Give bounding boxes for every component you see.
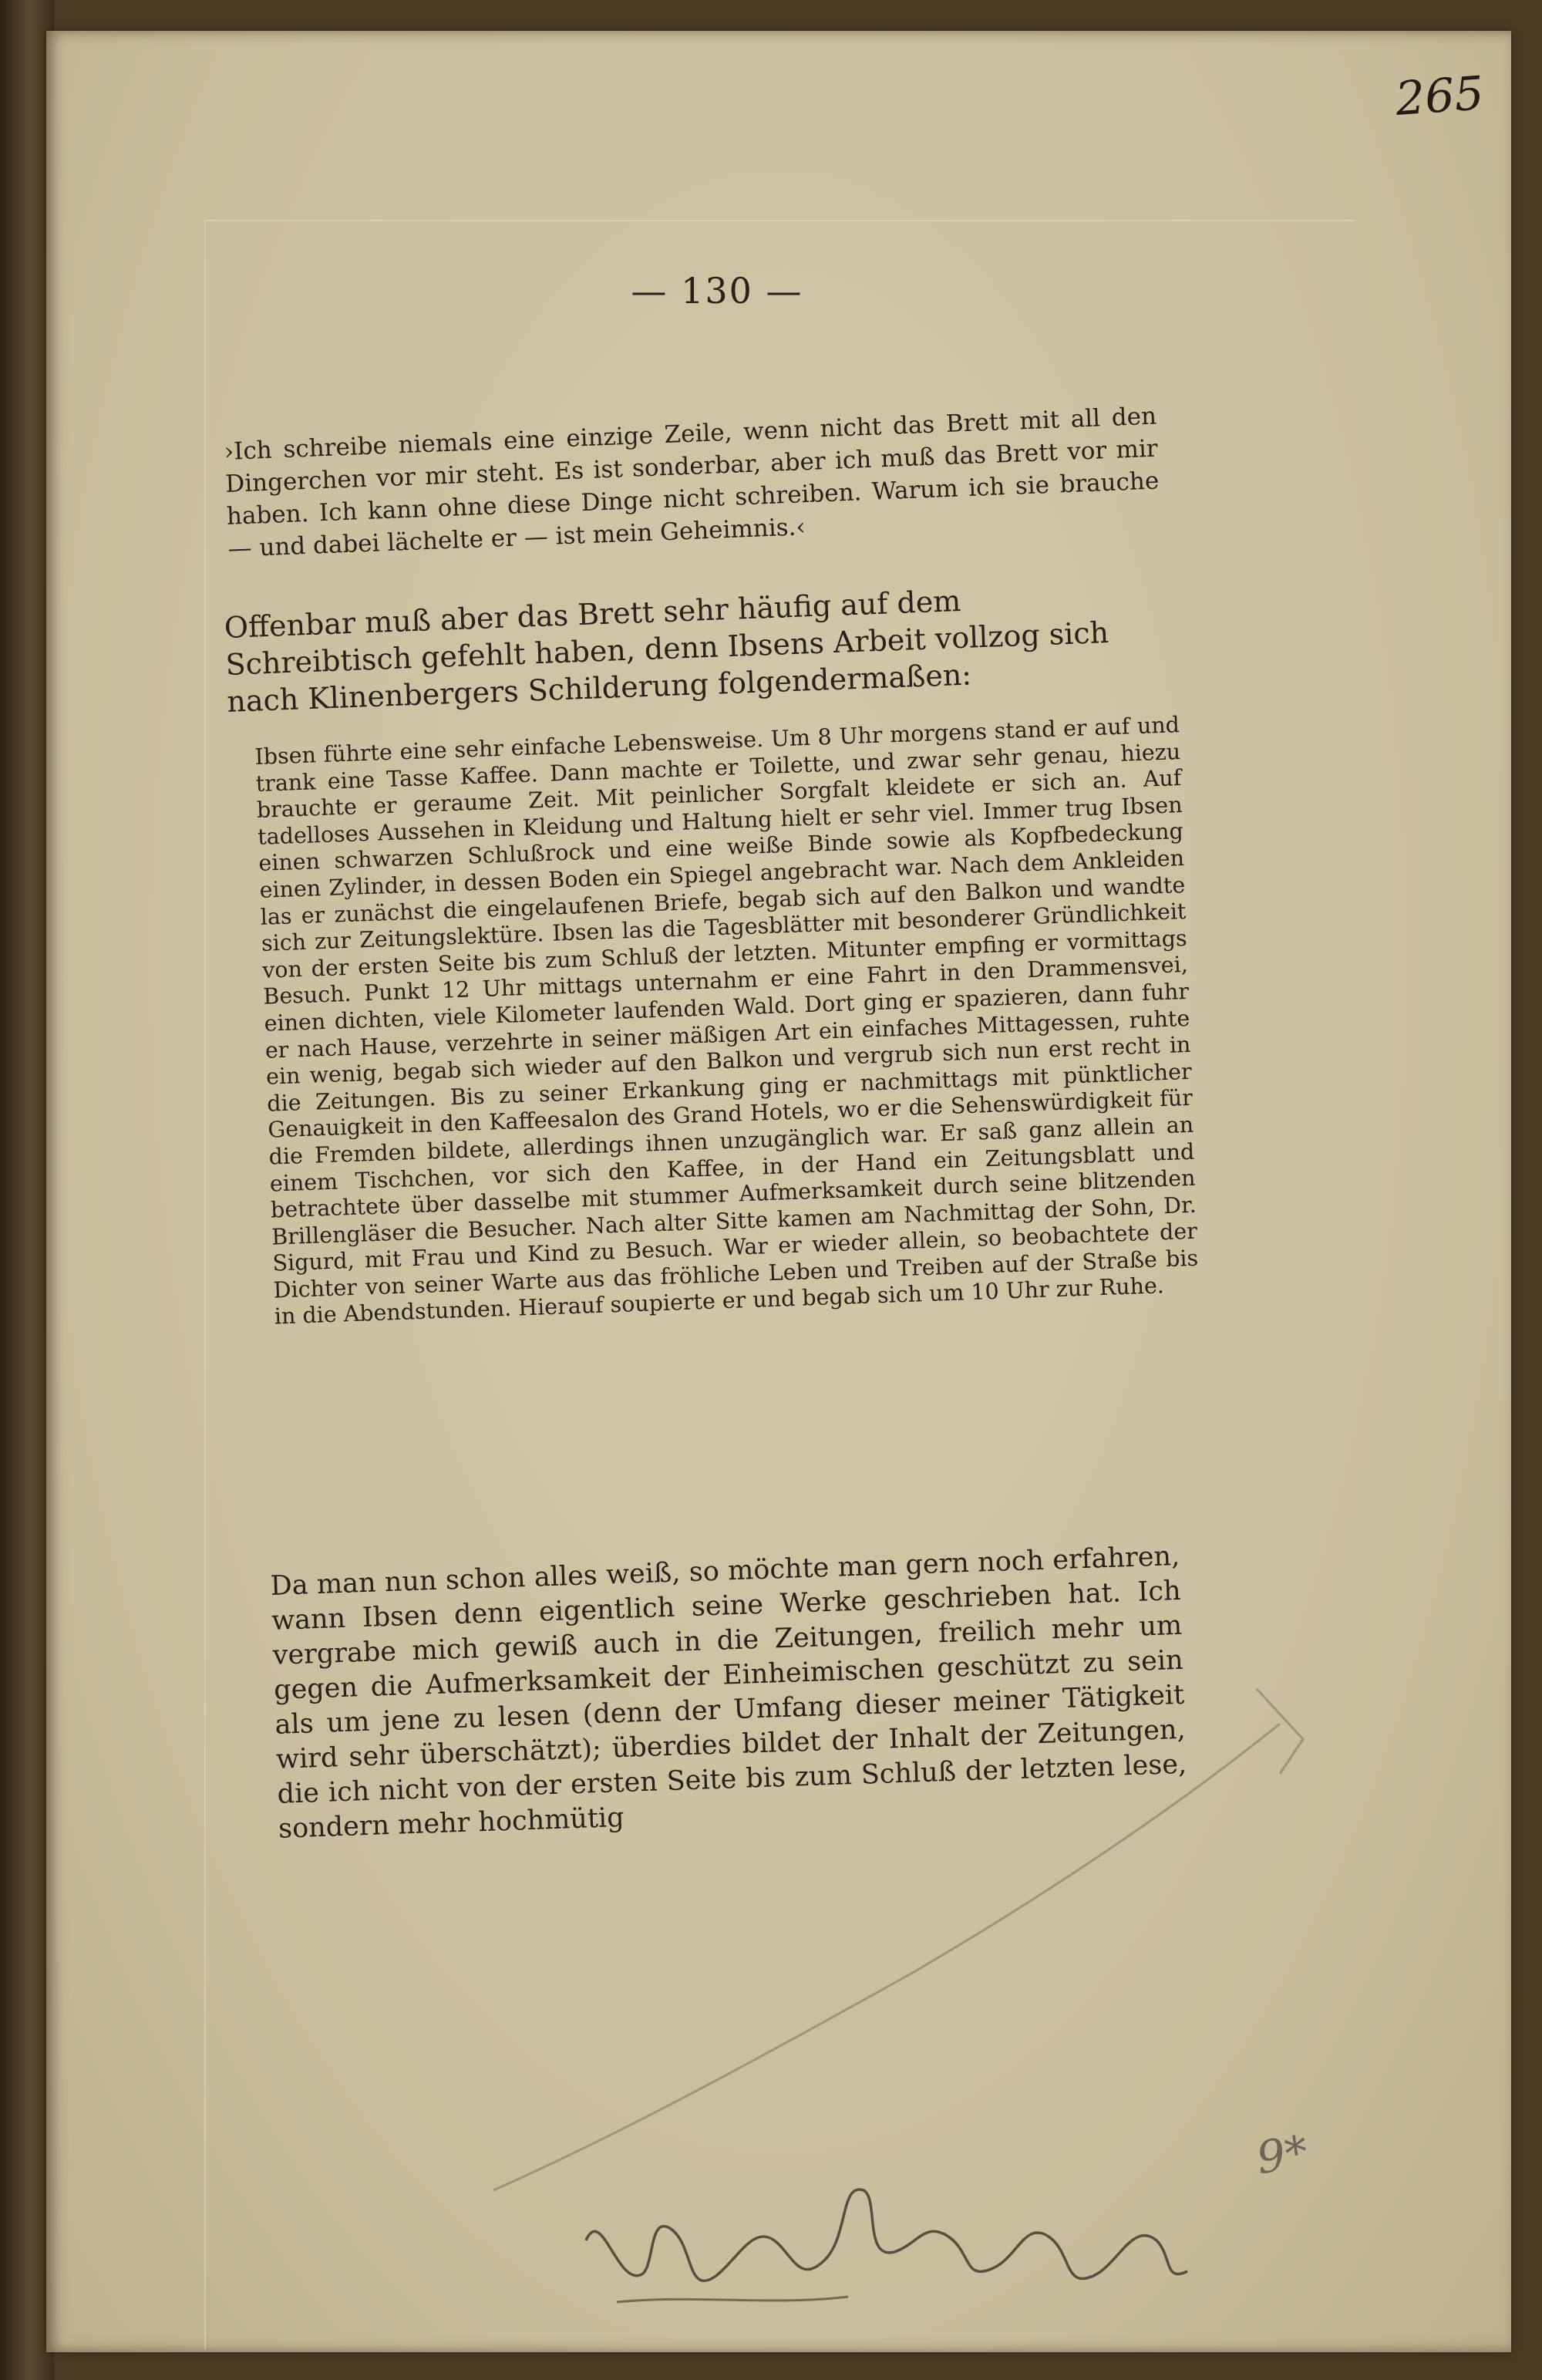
signature-underline: [617, 2297, 848, 2302]
archive-number: 265: [1394, 66, 1486, 126]
block-quote-text: Ibsen führte eine sehr einfache Lebensweise. Um 8 Uhr morgens stand er auf und trank eine Tasse Kaffee. Dann machte er Toilette, und zwar sehr genau, hiezu brauchte er geraume Zeit. Mit peinlicher Sorgfalt kleidete er sich an. Auf tadelloses Aussehen in Kleidung und Haltung hielt er sehr viel. Immer trug Ibsen einen schwarzen Schlußrock und eine weiße Binde sowie als Kopfbedeckung einen Zylinder, in dessen Boden ein Spiegel angebracht war. Nach dem Ankleiden las er zunächst die eingelaufenen Briefe, begab sich auf den Balkon und wandte sich zur Zeitungslektüre. Ibsen las die Tagesblätter mit besonderer Gründlichkeit von der ersten Seite bis zum Schluß der letzten. Mitunter empfing er vormittags Besuch. Punkt 12 Uhr mittags unternahm er eine Fahrt in den Drammensvei, einen dichten, viele Kilometer laufenden Wald. Dort ging er spazieren, dann fuhr er nach Hause, verzehrte in seiner mäßigen Art ein einfaches Mittagessen, ruhte ein wenig, begab sich wieder auf den Balkon und vergrub sich nun erst recht in die Zeitungen. Bis zu seiner Erkankung ging er nachmittags mit pünktlicher Genauigkeit in den Kaffeesalon des Grand Hotels, wo er die Sehenswürdigkeit für die Fremden bildete, allerdings ihnen unzugänglich war. Er saß ganz allein an einem Tischchen, vor sich den Kaffee, in der Hand ein Zeitungsblatt und betrachtete über dasselbe mit stummer Aufmerksamkeit durch seine blitzenden Brillengläser die Besucher. Nach alter Sitte kamen am Nachmittag der Sohn, Dr. Sigurd, mit Frau und Kind zu Besuch. War er wieder allein, so beobachtete der Dichter von seiner Warte aus das fröhliche Leben und Treiben auf der Straße bis in die Abendstunden. Hierauf soupierte er und begab sich um 10 Uhr zur Ruhe.: [254, 712, 1199, 1330]
paragraph-2-text: Da man nun schon alles weiß, so möchte man gern noch erfahren, wann Ibsen denn eigentlich seine Werke geschrieben hat. Ich vergrabe mich gewiß auch in die Zeitungen, freilich mehr um gegen die Aufmerksamkeit der Einheimischen geschützt zu sein als um jene zu lesen (denn der Umfang dieser meiner Tätigkeit wird sehr überschätzt); überdies bildet der Inhalt der Zeitungen, die ich nicht von der ersten Seite bis zum Schluß der letzten lese, sondern mehr hochmütig: [270, 1540, 1187, 1845]
page-number: — 130 —: [631, 270, 803, 312]
paragraph-1-text: Offenbar muß aber das Brett sehr häufig auf dem Schreibtisch gefehlt haben, denn Ibsens Arbeit vollzog sich nach Klinenbergers Schilderung folgendermaßen:: [224, 583, 1109, 719]
handwritten-signature: [586, 2190, 1187, 2281]
pencil-diagonal-line: [493, 1724, 1280, 2190]
pencil-bracket-mark: [1257, 1689, 1303, 1774]
pencil-mark: 9*: [1253, 2125, 1311, 2185]
quote-text: ›Ich schreibe niemals eine einzige Zeile, wenn nicht das Brett mit all den Dingerchen vor mir steht. Es ist sonderbar, aber ich muß das Brett vor mir haben. Ich kann ohne diese Dinge nicht schreiben. Warum ich sie brauche — und dabei lächelte er — ist mein Geheimnis.‹: [224, 402, 1160, 563]
